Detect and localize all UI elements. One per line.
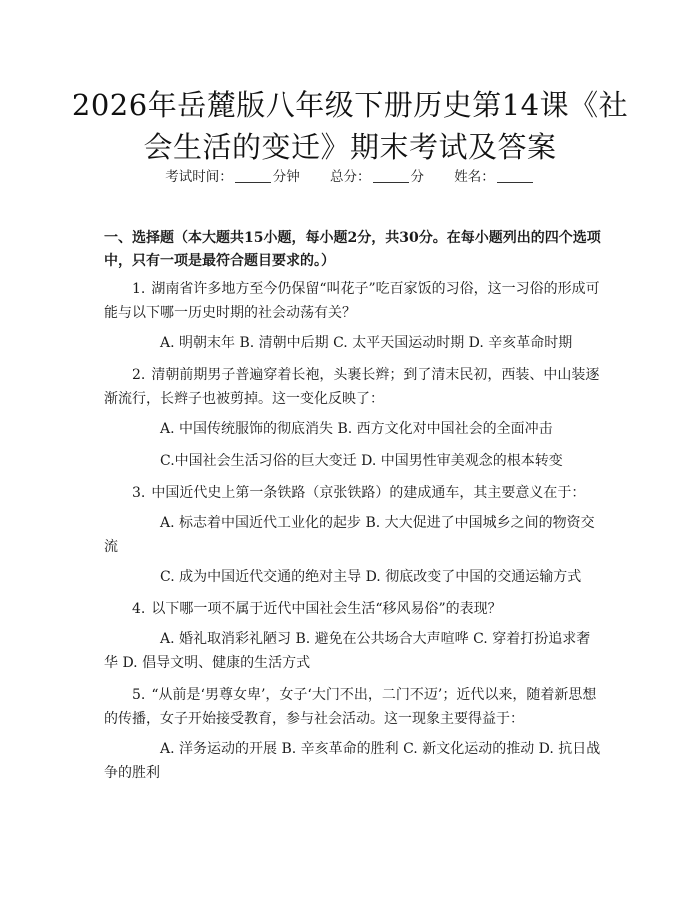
question-4 [104, 597, 602, 621]
question-5 [104, 683, 602, 731]
question-number: 1. [132, 281, 146, 297]
student-name-field [454, 169, 535, 185]
question-3 [104, 481, 602, 505]
exam-info-line [0, 167, 700, 187]
question-2-options-line-2: C.中国社会生活习俗的巨大变迁 D. 中国男性审美观念的根本转变 [160, 453, 563, 469]
question-1 [104, 277, 602, 325]
question-number: 3. [132, 485, 146, 501]
exam-time-label: 考试时间： [165, 169, 233, 185]
total-score-label: 总分： [330, 169, 371, 185]
document-title: 2026年岳麓版八年级下册历史第14课《社会生活的变迁》期末考试及答案 [71, 88, 629, 164]
question-1-options: A. 明朝末年 B. 清朝中后期 C. 太平天国运动时期 D. 辛亥革命时期 [160, 335, 573, 351]
exam-time-blank [235, 168, 271, 183]
question-number: 4. [132, 601, 146, 617]
question-5-options: A. 洋务运动的开展 B. 辛亥革命的胜利 C. 新文化运动的推动 D. 抗日战争的胜利 [104, 741, 601, 781]
section-heading: 一、选择题（本大题共15小题，每小题2分，共30分。在每小题列出的四个选项中，只有一项是最符合题目要求的。） [104, 230, 601, 269]
question-stem: 以下哪一项不属于近代中国社会生活“移风易俗”的表现？ [151, 601, 502, 617]
student-name-label: 姓名： [454, 169, 495, 185]
question-stem: “从前是‘男尊女卑’，女子‘大门不出，二门不迈’；近代以来，随着新思想的传播，女子开始接受教育，参与社会活动。这一现象主要得益于： [104, 687, 597, 727]
question-2 [104, 363, 602, 411]
question-3-options-line-1: A. 标志着中国近代工业化的起步 B. 大大促进了中国城乡之间的物资交流 [104, 515, 595, 555]
question-stem: 清朝前期男子普遍穿着长袍，头裹长辫；到了清末民初，西装、中山装逐渐流行，长辫子也被剪掉。这一变化反映了： [104, 367, 600, 407]
question-number: 2. [132, 367, 146, 383]
total-score-field [330, 169, 424, 185]
question-4-options: A. 婚礼取消彩礼陋习 B. 避免在公共场合大声喧哗 C. 穿着打扮追求奢华 D. 倡导文明、健康的生活方式 [104, 631, 591, 671]
student-name-blank [497, 168, 533, 183]
exam-time-field [165, 169, 300, 185]
question-3-options-line-2: C. 成为中国近代交通的绝对主导 D. 彻底改变了中国的交通运输方式 [160, 569, 582, 585]
question-2-options-line-1: A. 中国传统服饰的彻底消失 B. 西方文化对中国社会的全面冲击 [160, 421, 553, 437]
exam-time-unit: 分钟 [272, 169, 300, 185]
question-stem: 湖南省许多地方至今仍保留“叫花子”吃百家饭的习俗，这一习俗的形成可能与以下哪一历史时期的社会动荡有关？ [104, 281, 600, 321]
total-score-unit: 分 [410, 169, 424, 185]
question-number: 5. [132, 687, 146, 703]
question-stem: 中国近代史上第一条铁路（京张铁路）的建成通车，其主要意义在于： [151, 485, 586, 501]
total-score-blank [373, 168, 409, 183]
